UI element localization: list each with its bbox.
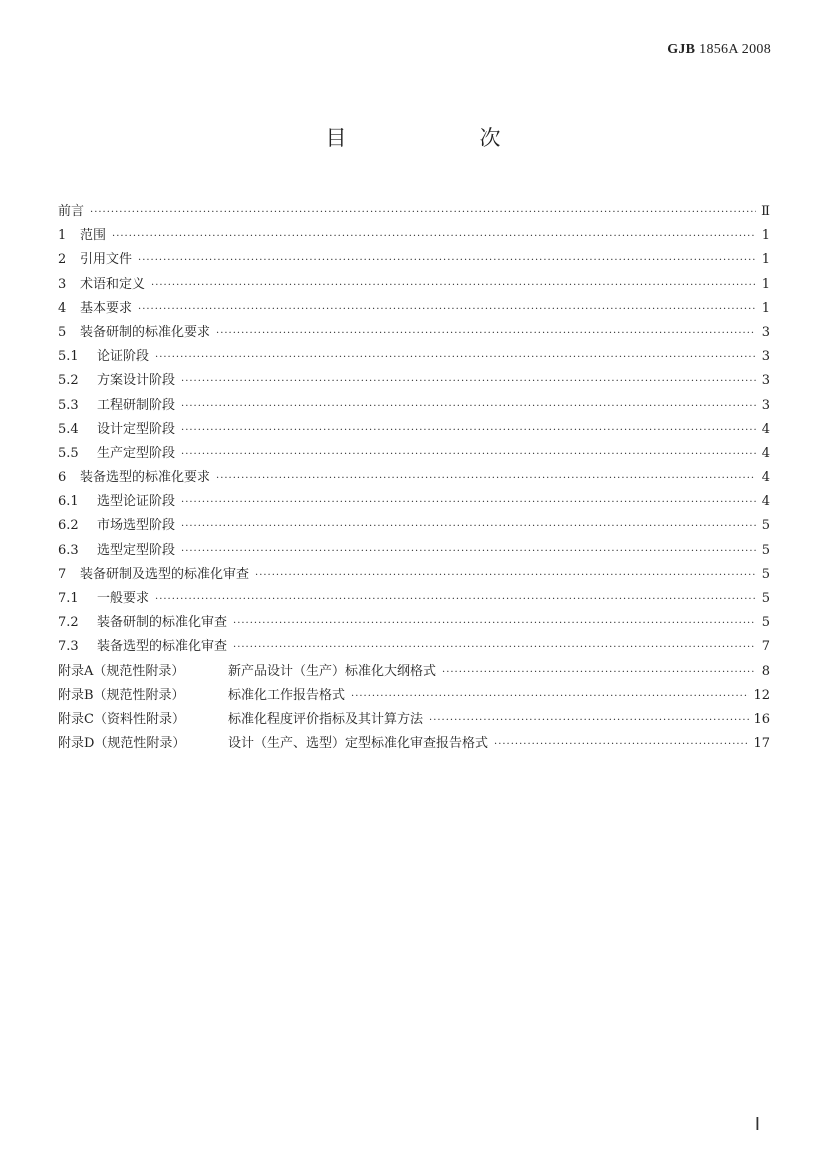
toc-title: 装备选型的标准化审查 bbox=[97, 639, 228, 655]
standard-code-prefix: GJB bbox=[667, 42, 696, 57]
toc-entry[interactable] bbox=[58, 224, 770, 248]
toc-entry[interactable] bbox=[58, 442, 770, 466]
toc-title: 标准化工作报告格式 bbox=[228, 687, 346, 703]
toc-entry[interactable] bbox=[58, 297, 770, 321]
toc-title: 范围 bbox=[80, 228, 107, 244]
toc-entry[interactable] bbox=[58, 539, 770, 563]
toc-page-number: 5 bbox=[761, 518, 770, 534]
toc-entry[interactable] bbox=[58, 369, 770, 393]
toc-entry[interactable] bbox=[58, 394, 770, 418]
page-number: Ⅰ bbox=[754, 1114, 760, 1134]
toc-leader-dots bbox=[181, 443, 756, 467]
toc-entry[interactable] bbox=[58, 732, 770, 756]
standard-code-year: 2008 bbox=[741, 42, 771, 57]
toc-entry[interactable] bbox=[58, 248, 770, 272]
toc-page-number: 3 bbox=[761, 373, 770, 389]
toc-entry[interactable] bbox=[58, 684, 770, 708]
toc-title: 工程研制阶段 bbox=[97, 397, 176, 413]
toc-entry[interactable] bbox=[58, 321, 770, 345]
toc-leader-dots bbox=[351, 685, 749, 709]
toc-title: 装备选型的标准化要求 bbox=[80, 470, 211, 486]
toc-page-number: 1 bbox=[761, 228, 770, 244]
toc-title: 一般要求 bbox=[97, 591, 150, 606]
toc-title: 新产品设计（生产）标准化大纲格式 bbox=[228, 663, 437, 679]
toc-page-number: 1 bbox=[761, 300, 770, 316]
toc-entry[interactable] bbox=[58, 563, 770, 587]
toc-leader-dots bbox=[155, 588, 756, 612]
toc-title: 选型定型阶段 bbox=[97, 542, 176, 558]
toc-title: 市场选型阶段 bbox=[97, 518, 176, 534]
toc-annex-label: 附录C（资料性附录） bbox=[58, 711, 185, 727]
toc-leader-dots bbox=[255, 564, 756, 588]
toc-page-number: 17 bbox=[753, 736, 770, 752]
toc-leader-dots bbox=[216, 467, 756, 491]
toc-section-number: 4 bbox=[58, 300, 67, 316]
toc-section-number: 6.2 bbox=[58, 518, 79, 534]
toc-annex-label: 附录D（规范性附录） bbox=[58, 736, 186, 752]
toc-section-number: 5.5 bbox=[58, 445, 79, 461]
toc-page-number: 12 bbox=[753, 687, 770, 703]
toc-leader-dots bbox=[181, 540, 756, 564]
toc-page-number: 4 bbox=[761, 445, 770, 461]
toc-title: 装备研制的标准化审查 bbox=[97, 615, 228, 631]
toc-title: 方案设计阶段 bbox=[97, 373, 176, 389]
toc-leader-dots bbox=[138, 298, 756, 322]
toc-page-number: 7 bbox=[761, 639, 770, 655]
toc-page-number: 4 bbox=[761, 421, 770, 437]
toc-section-number: 6.1 bbox=[58, 494, 79, 510]
table-of-contents bbox=[58, 200, 770, 756]
toc-title: 设计定型阶段 bbox=[97, 421, 176, 437]
toc-entry[interactable] bbox=[58, 345, 770, 369]
standard-code-number: 1856A bbox=[699, 42, 738, 57]
toc-leader-dots bbox=[181, 491, 756, 515]
toc-entry[interactable] bbox=[58, 200, 770, 224]
toc-entry[interactable] bbox=[58, 273, 770, 297]
toc-title: 术语和定义 bbox=[80, 276, 146, 292]
toc-annex-label: 附录A（规范性附录） bbox=[58, 663, 185, 679]
toc-entry[interactable] bbox=[58, 708, 770, 732]
toc-page-number: Ⅱ bbox=[761, 204, 770, 219]
toc-page-number: 5 bbox=[761, 615, 770, 631]
toc-leader-dots bbox=[442, 661, 756, 685]
toc-title: 前言 bbox=[58, 204, 85, 219]
toc-entry[interactable] bbox=[58, 587, 770, 611]
toc-entry[interactable] bbox=[58, 418, 770, 442]
page-title: 目 次 bbox=[325, 126, 557, 150]
toc-page-number: 1 bbox=[761, 252, 770, 268]
toc-title: 引用文件 bbox=[80, 252, 133, 268]
toc-section-number: 5.4 bbox=[58, 421, 79, 437]
toc-section-number: 5.2 bbox=[58, 373, 79, 389]
toc-page-number: 3 bbox=[761, 324, 770, 340]
toc-section-number: 7.1 bbox=[58, 591, 79, 606]
toc-section-number: 2 bbox=[58, 252, 67, 268]
toc-entry[interactable] bbox=[58, 635, 770, 659]
toc-leader-dots bbox=[151, 274, 756, 298]
toc-entry[interactable] bbox=[58, 514, 770, 538]
toc-title: 生产定型阶段 bbox=[97, 445, 176, 461]
toc-entry[interactable] bbox=[58, 466, 770, 490]
toc-page-number: 3 bbox=[761, 349, 770, 365]
toc-leader-dots bbox=[429, 709, 749, 733]
toc-section-number: 7.2 bbox=[58, 615, 79, 631]
toc-page-number: 1 bbox=[761, 276, 770, 292]
toc-page-number: 4 bbox=[761, 470, 770, 486]
toc-section-number: 6.3 bbox=[58, 542, 79, 558]
toc-section-number: 3 bbox=[58, 276, 67, 292]
standard-code bbox=[667, 42, 771, 58]
toc-leader-dots bbox=[233, 636, 756, 660]
toc-title: 装备研制的标准化要求 bbox=[80, 324, 211, 340]
toc-leader-dots bbox=[112, 225, 756, 249]
toc-page-number: 5 bbox=[761, 566, 770, 582]
toc-leader-dots bbox=[216, 322, 756, 346]
toc-title: 基本要求 bbox=[80, 300, 133, 316]
toc-leader-dots bbox=[155, 346, 756, 370]
toc-leader-dots bbox=[233, 612, 756, 636]
toc-section-number: 5.1 bbox=[58, 349, 79, 365]
toc-page-number: 5 bbox=[761, 542, 770, 558]
toc-section-number: 5.3 bbox=[58, 397, 79, 413]
toc-page-number: 4 bbox=[761, 494, 770, 510]
toc-page-number: 3 bbox=[761, 397, 770, 413]
toc-section-number: 5 bbox=[58, 324, 67, 340]
toc-leader-dots bbox=[181, 515, 756, 539]
toc-entry[interactable] bbox=[58, 490, 770, 514]
toc-page-number: 8 bbox=[761, 663, 770, 679]
toc-page-number: 5 bbox=[761, 591, 770, 606]
toc-section-number: 7.3 bbox=[58, 639, 79, 655]
toc-leader-dots bbox=[181, 395, 756, 419]
toc-entry[interactable] bbox=[58, 660, 770, 684]
toc-entry[interactable] bbox=[58, 611, 770, 635]
toc-section-number: 1 bbox=[58, 228, 67, 244]
toc-section-number: 6 bbox=[58, 470, 67, 486]
toc-title: 论证阶段 bbox=[97, 349, 150, 365]
toc-title: 设计（生产、选型）定型标准化审查报告格式 bbox=[228, 736, 489, 752]
toc-page-number: 16 bbox=[753, 711, 770, 727]
toc-title: 标准化程度评价指标及其计算方法 bbox=[228, 711, 424, 727]
toc-title: 选型论证阶段 bbox=[97, 494, 176, 510]
toc-title: 装备研制及选型的标准化审查 bbox=[80, 566, 250, 582]
toc-annex-label: 附录B（规范性附录） bbox=[58, 687, 185, 703]
toc-leader-dots bbox=[494, 733, 749, 757]
toc-leader-dots bbox=[90, 201, 756, 225]
toc-section-number: 7 bbox=[58, 566, 67, 582]
toc-leader-dots bbox=[138, 249, 756, 273]
toc-leader-dots bbox=[181, 419, 756, 443]
toc-leader-dots bbox=[181, 370, 756, 394]
